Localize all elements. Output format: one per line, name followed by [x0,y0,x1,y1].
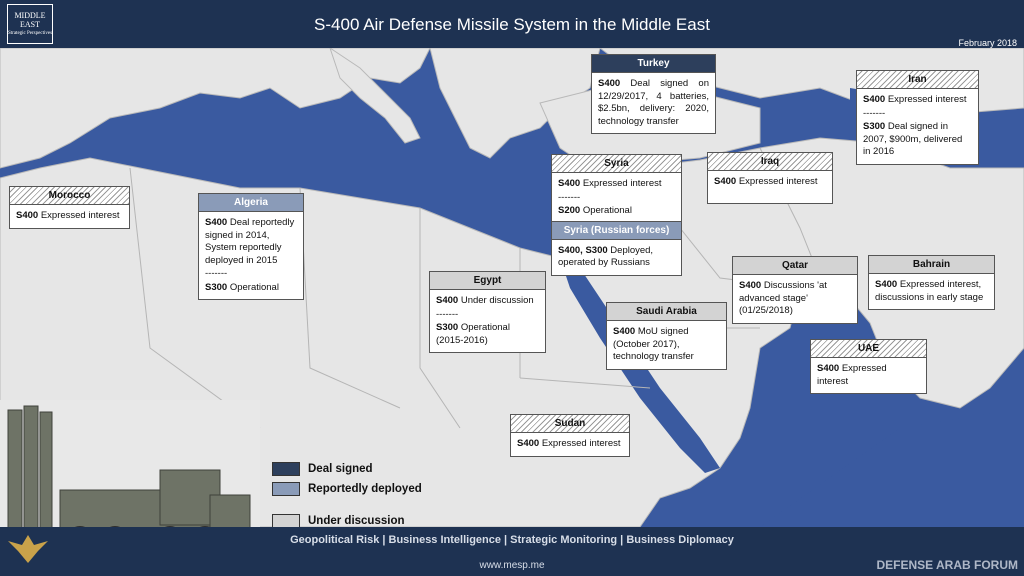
date-label: February 2018 [958,38,1017,48]
system-label: S400 [714,176,737,187]
country-name: Morocco [10,187,129,205]
legend-label-discussion: Under discussion [308,515,405,527]
country-name: Syria [552,155,681,173]
footer-tagline: Geopolitical Risk | Business Intelligence | Strategic Monitoring | Business Diplomacy [290,534,734,546]
country-box-algeria [198,193,304,300]
legend-swatch-deployed [272,482,300,496]
system-label: S400 [598,78,621,89]
separator: ------- [436,308,459,320]
system-label: S400, S300 [558,244,608,256]
country-details [733,275,857,323]
country-details [811,358,926,393]
country-box-bahrain [868,255,995,310]
status-text: Operational (2015-2016) [436,322,510,346]
logo-line2: Strategic Perspectives [8,31,53,36]
map-area [0,48,1024,527]
header-bar [0,0,1024,48]
country-box-syria [551,154,682,276]
country-details [869,274,994,309]
country-details-russian-forces [552,240,681,275]
system-label: S300 [436,322,459,333]
status-text: Discussions 'at advanced stage' (01/25/2018) [739,280,827,316]
country-details [430,290,545,352]
country-name: UAE [811,340,926,358]
country-name-russian-forces: Syria (Russian forces) [552,221,681,240]
system-label: S400 [875,279,898,290]
footer-url[interactable]: www.mesp.me [479,560,545,571]
legend-label-deployed: Reportedly deployed [308,483,422,495]
status-text: Expressed interest [539,438,621,449]
status-text: Under discussion [458,295,534,306]
status-text: Expressed interest, discussions in early stage [875,279,984,303]
system-label: S200 [558,205,581,216]
footer-bar [0,527,1024,576]
status-text: Deal signed on 12/29/2017, 4 batteries, $2.5bn, delivery: 2020, technology transfer [598,78,709,127]
status-text: Expressed interest [736,176,818,187]
separator: ------- [863,107,886,119]
country-box-iran [856,70,979,165]
legend-swatch-signed [272,462,300,476]
country-name: Sudan [511,415,629,433]
country-box-morocco [9,186,130,229]
country-name: Qatar [733,257,857,275]
system-label: S400 [517,438,540,449]
country-details [10,205,129,228]
country-box-qatar [732,256,858,324]
separator: ------- [558,191,581,203]
status-text: Expressed interest [817,363,887,387]
country-box-iraq [707,152,833,204]
country-name: Iran [857,71,978,89]
s400-truck-image [0,400,260,527]
status-text: Deal signed in 2007, $900m, delivered in 2016 [863,121,963,157]
status-text: Expressed interest [885,94,967,105]
system-label: S300 [205,281,228,293]
system-label: S300 [863,121,886,132]
system-label: S400 [436,295,459,306]
country-name: Turkey [592,55,715,73]
status-text: MoU signed (October 2017), technology transfer [613,326,694,362]
status-text: Expressed interest [580,178,662,189]
country-details [552,173,681,221]
country-box-egypt [429,271,546,353]
system-label: S400 [739,280,762,291]
legend-label-signed: Deal signed [308,463,373,475]
country-details [199,212,303,299]
country-details [857,89,978,164]
country-details [708,171,832,203]
logo-line1: MIDDLE EAST [14,11,46,29]
watermark-text: DEFENSE ARAB FORUM [876,558,1018,572]
country-name: Iraq [708,153,832,171]
system-label: S400 [613,326,636,337]
status-text: Deployed, operated by Russians [558,244,654,268]
country-box-uae [810,339,927,394]
country-name: Bahrain [869,256,994,274]
country-box-saudi-arabia [606,302,727,370]
country-name: Algeria [199,194,303,212]
status-text: Deal reportedly signed in 2014, System reportedly deployed in 2015 [205,217,295,266]
country-details [592,73,715,133]
country-box-sudan [510,414,630,457]
country-box-turkey [591,54,716,134]
system-label: S400 [16,210,39,221]
status-text: Expressed interest [38,210,120,221]
country-details [607,321,726,369]
status-text: Operational [580,205,632,216]
separator: ------- [205,268,228,279]
system-label: S400 [558,178,581,189]
country-details [511,433,629,456]
country-name: Saudi Arabia [607,303,726,321]
legend-swatch-discussion [272,514,300,527]
country-name: Egypt [430,272,545,290]
system-label: S400 [817,363,840,374]
system-label: S400 [205,217,228,228]
status-text: Operational [227,281,279,293]
page-title: S-400 Air Defense Missile System in the Middle East [314,15,710,34]
system-label: S400 [863,94,886,105]
